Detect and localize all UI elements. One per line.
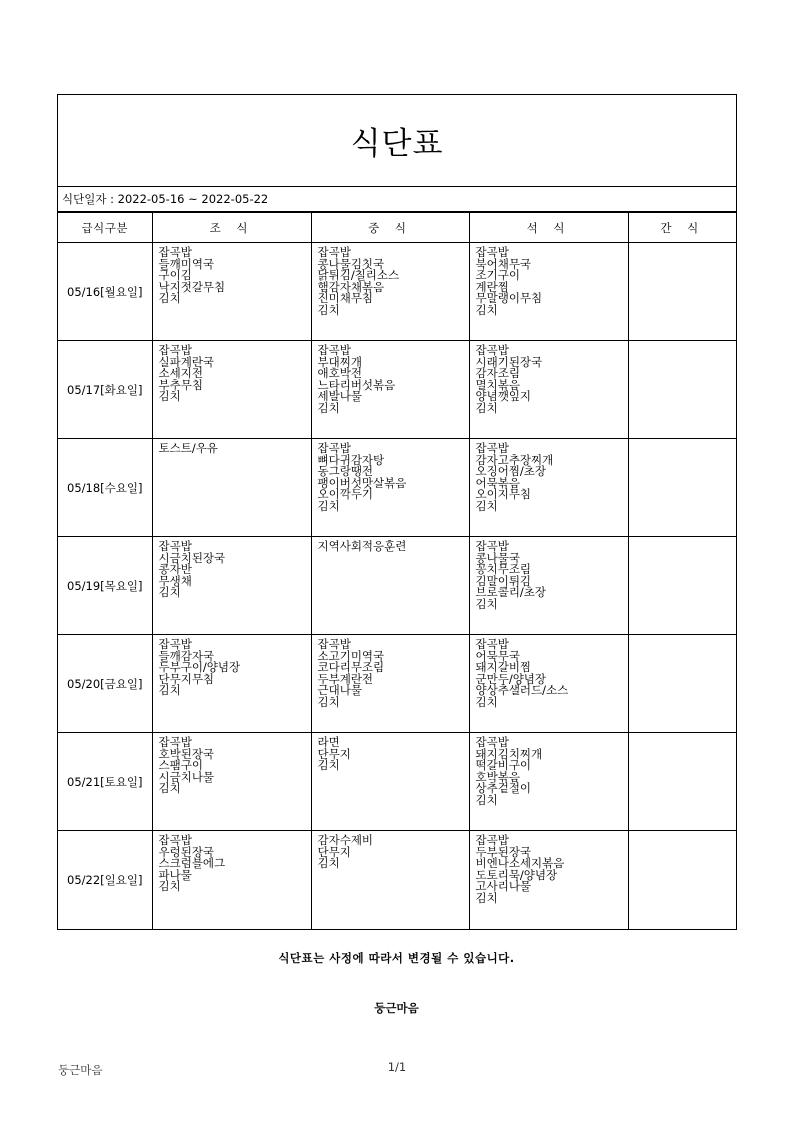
breakfast-cell xyxy=(152,831,311,929)
snack-cell xyxy=(628,537,736,635)
menu-item: 멸치볶음 xyxy=(475,377,520,392)
day-date: 05/18[수요일] xyxy=(58,439,152,537)
menu-item: 김치 xyxy=(475,890,498,905)
menu-item: 뼈다귀감자탕 xyxy=(317,452,385,467)
menu-item: 잡곡밥 xyxy=(158,539,192,553)
day-row xyxy=(58,439,736,537)
menu-item: 잡곡밥 xyxy=(158,637,192,651)
menu-item: 햄감자채볶음 xyxy=(317,279,385,294)
menu-item: 파나물 xyxy=(158,867,192,882)
menu-item: 김치 xyxy=(158,585,181,599)
menu-item: 무말랭이무침 xyxy=(475,291,543,305)
menu-item: 잡곡밥 xyxy=(317,441,351,455)
menu-item: 콩나물김칫국 xyxy=(317,256,385,271)
menu-item: 닭튀김/칠리소스 xyxy=(317,268,400,282)
menu-item: 두부된장국 xyxy=(475,844,532,859)
day-date: 05/21[토요일] xyxy=(58,733,152,831)
menu-item: 잡곡밥 xyxy=(317,343,351,357)
footer-organization: 둥근마음 xyxy=(58,1063,103,1077)
menu-item: 호박볶음 xyxy=(475,769,520,784)
menu-sheet xyxy=(57,94,737,930)
snack-cell xyxy=(628,243,736,341)
menu-item: 김치 xyxy=(158,683,181,697)
day-date: 05/16[월요일] xyxy=(58,243,152,341)
menu-item: 양상추샐러드/소스 xyxy=(475,683,569,697)
breakfast-cell xyxy=(152,635,311,733)
page-title: 식단표 xyxy=(350,126,444,162)
breakfast-cell xyxy=(152,243,311,341)
snack-cell xyxy=(628,635,736,733)
menu-item: 군만두/양념장 xyxy=(475,671,547,686)
menu-item: 잡곡밥 xyxy=(158,343,192,357)
breakfast-cell xyxy=(152,341,311,439)
menu-item: 무생채 xyxy=(158,573,192,588)
breakfast-cell xyxy=(152,537,311,635)
menu-item: 잡곡밥 xyxy=(475,637,509,651)
breakfast-cell xyxy=(152,439,311,537)
menu-item: 두부계란전 xyxy=(317,671,374,686)
menu-item: 부추무침 xyxy=(158,377,203,392)
menu-item: 김치 xyxy=(475,694,498,709)
snack-cell xyxy=(628,341,736,439)
lunch-cell xyxy=(311,831,469,929)
menu-item: 잡곡밥 xyxy=(475,539,509,553)
menu-item: 김치 xyxy=(475,596,498,611)
dinner-cell xyxy=(469,537,628,635)
menu-item: 근대나물 xyxy=(317,683,362,697)
date-range: 식단일자 : 2022-05-16 ~ 2022-05-22 xyxy=(58,187,736,212)
page-number: 1/1 xyxy=(387,1060,407,1074)
day-row xyxy=(58,635,736,733)
menu-item: 고사리나물 xyxy=(475,879,532,893)
lunch-cell xyxy=(311,243,469,341)
menu-item: 김치 xyxy=(158,781,181,795)
menu-item: 김치 xyxy=(158,291,181,305)
menu-item: 시래기된장국 xyxy=(475,354,543,369)
menu-item: 동그랑땡전 xyxy=(317,464,374,478)
menu-item: 김치 xyxy=(158,879,181,893)
menu-item: 라면 xyxy=(317,735,340,749)
menu-item: 감자수제비 xyxy=(317,833,374,847)
menu-item: 부대찌개 xyxy=(317,354,362,369)
day-row xyxy=(58,733,736,831)
menu-item: 감자조림 xyxy=(475,366,520,380)
title-box xyxy=(58,95,736,187)
menu-item: 김치 xyxy=(317,856,340,870)
menu-item: 감자고추장찌개 xyxy=(475,452,554,467)
menu-item: 어묵무국 xyxy=(475,648,520,663)
day-date: 05/22[일요일] xyxy=(58,831,152,929)
menu-item: 조기구이 xyxy=(475,268,520,282)
menu-item: 단무지무침 xyxy=(158,671,215,686)
menu-item: 브로콜리/초장 xyxy=(475,585,547,599)
menu-item: 토스트/우유 xyxy=(158,441,218,455)
menu-item: 지역사회적응훈련 xyxy=(317,539,407,553)
menu-item: 김치 xyxy=(317,694,340,709)
header-dinner: 석 식 xyxy=(469,213,628,243)
lunch-cell xyxy=(311,635,469,733)
menu-item: 김치 xyxy=(317,302,340,317)
menu-item: 잡곡밥 xyxy=(317,245,351,259)
day-row xyxy=(58,831,736,929)
menu-item: 잡곡밥 xyxy=(475,343,509,357)
menu-item: 시금치나물 xyxy=(158,769,215,784)
snack-cell xyxy=(628,439,736,537)
menu-item: 오이깍두기 xyxy=(317,487,374,501)
menu-item: 도토리묵/양념장 xyxy=(475,867,558,882)
menu-item: 팽이버섯맛살볶음 xyxy=(317,475,407,490)
menu-item: 들깨감자국 xyxy=(158,648,215,663)
menu-item: 코다리무조림 xyxy=(317,660,385,674)
dinner-cell xyxy=(469,341,628,439)
menu-item: 잡곡밥 xyxy=(475,441,509,455)
lunch-cell xyxy=(311,439,469,537)
menu-item: 양념깻잎지 xyxy=(475,389,532,403)
menu-item: 김치 xyxy=(475,400,498,415)
menu-item: 돼지김치찌개 xyxy=(475,746,543,761)
menu-item: 스크럼블에그 xyxy=(158,856,226,870)
menu-item: 세발나물 xyxy=(317,389,362,403)
menu-item: 스팸구이 xyxy=(158,758,203,772)
change-notice: 식단표는 사정에 따라서 변경될 수 있습니다. xyxy=(278,951,515,965)
menu-item: 느타리버섯볶음 xyxy=(317,377,396,392)
menu-item: 잡곡밥 xyxy=(475,245,509,259)
lunch-cell xyxy=(311,537,469,635)
day-date: 05/20[금요일] xyxy=(58,635,152,733)
menu-item: 콩자반 xyxy=(158,562,192,576)
menu-item: 우렁된장국 xyxy=(158,844,215,859)
menu-item: 소고기미역국 xyxy=(317,648,385,663)
snack-cell xyxy=(628,733,736,831)
menu-item: 김치 xyxy=(317,498,340,513)
menu-item: 떡갈비구이 xyxy=(475,758,532,772)
menu-item: 실파계란국 xyxy=(158,354,215,369)
menu-body xyxy=(58,243,736,929)
menu-item: 애호박전 xyxy=(317,366,362,380)
day-date: 05/19[목요일] xyxy=(58,537,152,635)
dinner-cell xyxy=(469,635,628,733)
dinner-cell xyxy=(469,439,628,537)
menu-item: 들깨미역국 xyxy=(158,256,215,271)
menu-item: 어묵볶음 xyxy=(475,475,520,490)
day-row xyxy=(58,537,736,635)
menu-item: 콩나물국 xyxy=(475,550,520,565)
menu-item: 오징어찜/초장 xyxy=(475,464,547,478)
menu-item: 잡곡밥 xyxy=(158,833,192,847)
menu-table xyxy=(58,212,736,929)
header-snack: 간 식 xyxy=(628,213,736,243)
menu-item: 북어채무국 xyxy=(475,256,532,271)
menu-item: 잡곡밥 xyxy=(475,735,509,749)
menu-item: 오이지무침 xyxy=(475,487,532,501)
organization-name: 둥근마음 xyxy=(374,1001,419,1015)
menu-item: 단무지 xyxy=(317,746,351,761)
menu-item: 낙지젓갈무침 xyxy=(158,279,226,294)
snack-cell xyxy=(628,831,736,929)
day-date: 05/17[화요일] xyxy=(58,341,152,439)
header-row xyxy=(58,213,736,243)
dinner-cell xyxy=(469,831,628,929)
menu-item: 잡곡밥 xyxy=(475,833,509,847)
menu-item: 김말이튀김 xyxy=(475,573,532,588)
menu-item: 계란찜 xyxy=(475,279,509,294)
menu-item: 돼지갈비찜 xyxy=(475,660,532,674)
dinner-cell xyxy=(469,243,628,341)
day-row xyxy=(58,243,736,341)
menu-item: 상추겉절이 xyxy=(475,781,532,795)
menu-item: 꽁치무조림 xyxy=(475,562,532,576)
menu-item: 호박된장국 xyxy=(158,746,215,761)
menu-item: 단무지 xyxy=(317,844,351,859)
menu-item: 김치 xyxy=(317,758,340,772)
menu-item: 진미채무침 xyxy=(317,291,374,305)
dinner-cell xyxy=(469,733,628,831)
menu-item: 구이김 xyxy=(158,268,192,282)
menu-item: 김치 xyxy=(475,792,498,807)
menu-item: 두부구이/양념장 xyxy=(158,660,241,674)
menu-item: 시금치된장국 xyxy=(158,550,226,565)
breakfast-cell xyxy=(152,733,311,831)
menu-item: 비엔나소세지볶음 xyxy=(475,856,565,870)
lunch-cell xyxy=(311,733,469,831)
menu-item: 김치 xyxy=(317,400,340,415)
menu-item: 김치 xyxy=(158,389,181,403)
menu-item: 소세지전 xyxy=(158,366,203,380)
menu-item: 잡곡밥 xyxy=(317,637,351,651)
lunch-cell xyxy=(311,341,469,439)
header-lunch: 중 식 xyxy=(311,213,469,243)
menu-item: 김치 xyxy=(475,498,498,513)
day-row xyxy=(58,341,736,439)
header-breakfast: 조 식 xyxy=(152,213,311,243)
header-category: 급식구분 xyxy=(58,213,152,243)
menu-item: 잡곡밥 xyxy=(158,245,192,259)
menu-item: 잡곡밥 xyxy=(158,735,192,749)
menu-item: 김치 xyxy=(475,302,498,317)
